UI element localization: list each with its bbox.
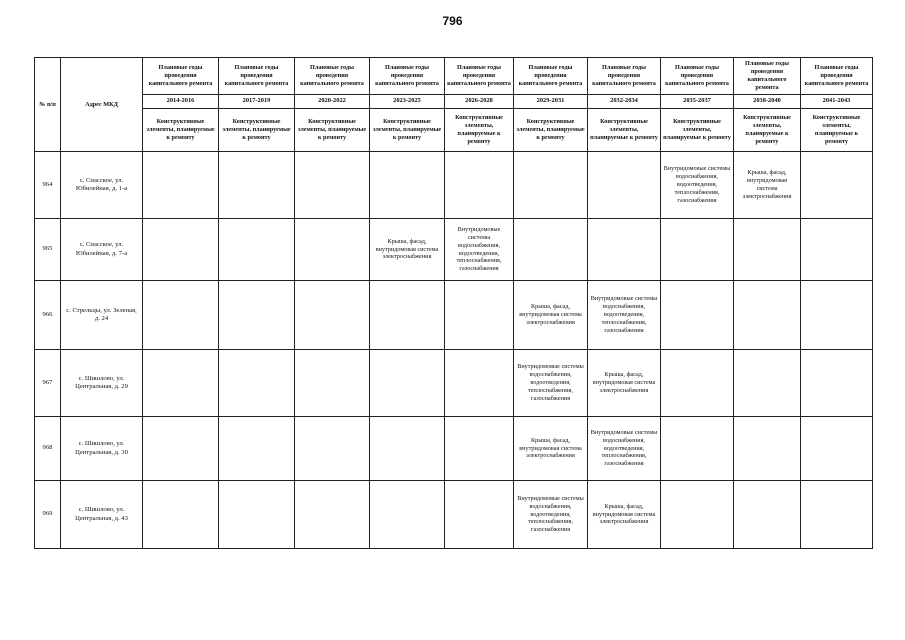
header-period-title: Плановые годы проведения капитального ремонта — [514, 58, 588, 95]
row-cell — [801, 152, 873, 219]
row-cell — [370, 281, 445, 350]
row-cell — [734, 219, 801, 281]
row-cell — [661, 281, 734, 350]
row-address: с. Шишлово, ул. Центральная, д. 43 — [61, 481, 143, 549]
row-number: 965 — [35, 219, 61, 281]
row-address: с. Спасское, ул. Юбилейная, д. 1-а — [61, 152, 143, 219]
header-period-elements: Конструктивные элементы, планируемые к ремонту — [801, 109, 873, 152]
row-cell — [219, 152, 295, 219]
row-cell — [143, 417, 219, 481]
table-row — [35, 417, 873, 481]
table-row — [35, 152, 873, 219]
header-period-title: Плановые годы проведения капитального ремонта — [445, 58, 514, 95]
header-period-years: 2014-2016 — [143, 95, 219, 109]
row-cell — [143, 219, 219, 281]
row-cell: Внутридомовые системы водоснабжения, водоотведения, теплоснабжения, газоснабжения — [445, 219, 514, 281]
header-period-title: Плановые годы проведения капитального ремонта — [588, 58, 661, 95]
row-cell — [588, 152, 661, 219]
row-cell: Внутридомовые системы водоснабжения, водоотведения, теплоснабжения, газоснабжения — [514, 481, 588, 549]
header-period-elements: Конструктивные элементы, планируемые к ремонту — [661, 109, 734, 152]
row-cell — [143, 152, 219, 219]
row-cell: Крыша, фасад, внутридомовая система электроснабжения — [514, 417, 588, 481]
row-cell — [734, 481, 801, 549]
row-cell: Внутридомовые системы водоснабжения, водоотведения, теплоснабжения, газоснабжения — [661, 152, 734, 219]
row-cell — [661, 417, 734, 481]
row-cell — [514, 219, 588, 281]
header-period-elements: Конструктивные элементы, планируемые к ремонту — [514, 109, 588, 152]
header-period-years: 2041-2043 — [801, 95, 873, 109]
row-cell — [801, 219, 873, 281]
table-row — [35, 350, 873, 417]
header-period-elements: Конструктивные элементы, планируемые к ремонту — [219, 109, 295, 152]
row-cell — [295, 350, 370, 417]
row-cell — [219, 481, 295, 549]
header-title-row — [35, 58, 873, 95]
header-period-title: Плановые годы проведения капитального ремонта — [143, 58, 219, 95]
row-cell — [143, 481, 219, 549]
header-period-elements: Конструктивные элементы, планируемые к ремонту — [588, 109, 661, 152]
header-period-years: 2029-2031 — [514, 95, 588, 109]
row-cell — [801, 481, 873, 549]
row-cell — [801, 417, 873, 481]
row-cell — [219, 281, 295, 350]
repair-schedule-table — [34, 57, 873, 549]
row-cell — [661, 219, 734, 281]
header-period-years: 2038-2040 — [734, 95, 801, 109]
row-cell — [801, 281, 873, 350]
header-period-elements: Конструктивные элементы, планируемые к ремонту — [295, 109, 370, 152]
row-cell — [801, 350, 873, 417]
row-cell — [370, 417, 445, 481]
row-number: 969 — [35, 481, 61, 549]
header-period-years: 2026-2028 — [445, 95, 514, 109]
header-address: Адрес МКД — [61, 58, 143, 152]
header-period-title: Плановые годы проведения капитального ремонта — [295, 58, 370, 95]
row-cell — [661, 350, 734, 417]
row-address: с. Шишлово, ул. Центральная, д. 30 — [61, 417, 143, 481]
row-cell — [514, 152, 588, 219]
row-cell — [661, 481, 734, 549]
row-cell: Крыша, фасад, внутридомовая система электроснабжения — [514, 281, 588, 350]
header-period-title: Плановые годы проведения капитального ремонта — [661, 58, 734, 95]
header-years-row — [35, 95, 873, 109]
row-cell — [295, 152, 370, 219]
row-number: 967 — [35, 350, 61, 417]
row-number: 968 — [35, 417, 61, 481]
row-address: с. Спасское, ул. Юбилейная, д. 7-а — [61, 219, 143, 281]
row-cell — [295, 481, 370, 549]
row-cell — [143, 281, 219, 350]
row-number: 964 — [35, 152, 61, 219]
row-cell — [219, 350, 295, 417]
row-cell — [219, 219, 295, 281]
header-period-years: 2032-2034 — [588, 95, 661, 109]
row-cell — [219, 417, 295, 481]
row-number: 966 — [35, 281, 61, 350]
row-cell — [370, 152, 445, 219]
header-period-title: Плановые годы проведения капитального ремонта — [801, 58, 873, 95]
header-period-elements: Конструктивные элементы, планируемые к ремонту — [445, 109, 514, 152]
row-cell — [295, 219, 370, 281]
table-row — [35, 281, 873, 350]
header-period-elements: Конструктивные элементы, планируемые к ремонту — [734, 109, 801, 152]
table-header — [35, 58, 873, 152]
header-period-elements: Конструктивные элементы, планируемые к ремонту — [143, 109, 219, 152]
row-address: с. Шишлово, ул. Центральная, д. 29 — [61, 350, 143, 417]
row-cell — [734, 350, 801, 417]
row-cell — [445, 350, 514, 417]
header-period-years: 2020-2022 — [295, 95, 370, 109]
row-cell — [445, 281, 514, 350]
header-period-elements: Конструктивные элементы, планируемые к ремонту — [370, 109, 445, 152]
row-cell: Внутридомовые системы водоснабжения, водоотведения, теплоснабжения, газоснабжения — [588, 281, 661, 350]
row-cell — [734, 281, 801, 350]
row-cell — [445, 152, 514, 219]
row-cell: Крыша, фасад, внутридомовая система электроснабжения — [588, 481, 661, 549]
header-period-years: 2017-2019 — [219, 95, 295, 109]
header-period-title: Плановые годы проведения капитального ремонта — [370, 58, 445, 95]
row-cell — [445, 417, 514, 481]
row-cell — [143, 350, 219, 417]
row-cell — [370, 350, 445, 417]
row-cell — [734, 417, 801, 481]
header-period-title: Плановые годы проведения капитального ремонта — [219, 58, 295, 95]
header-elements-row — [35, 109, 873, 152]
row-cell — [295, 417, 370, 481]
row-cell — [445, 481, 514, 549]
row-cell: Внутридомовые системы водоснабжения, водоотведения, теплоснабжения, газоснабжения — [514, 350, 588, 417]
header-period-years: 2023-2025 — [370, 95, 445, 109]
header-period-title: Плановые годы проведения капитального ремонта — [734, 58, 801, 95]
row-cell: Крыша, фасад, внутридомовая система электроснабжения — [370, 219, 445, 281]
header-num: № п/п — [35, 58, 61, 152]
row-cell — [588, 219, 661, 281]
row-cell: Внутридомовые системы водоснабжения, водоотведения, теплоснабжения, газоснабжения — [588, 417, 661, 481]
header-period-years: 2035-2037 — [661, 95, 734, 109]
table-row — [35, 219, 873, 281]
row-address: с. Стрельцы, ул. Зеленая, д. 24 — [61, 281, 143, 350]
table-body — [35, 152, 873, 549]
page-number: 796 — [442, 14, 463, 28]
row-cell — [370, 481, 445, 549]
row-cell: Крыша, фасад, внутридомовая система электроснабжения — [588, 350, 661, 417]
table-row — [35, 481, 873, 549]
row-cell: Крыша, фасад, внутридомовая система электроснабжения — [734, 152, 801, 219]
row-cell — [295, 281, 370, 350]
